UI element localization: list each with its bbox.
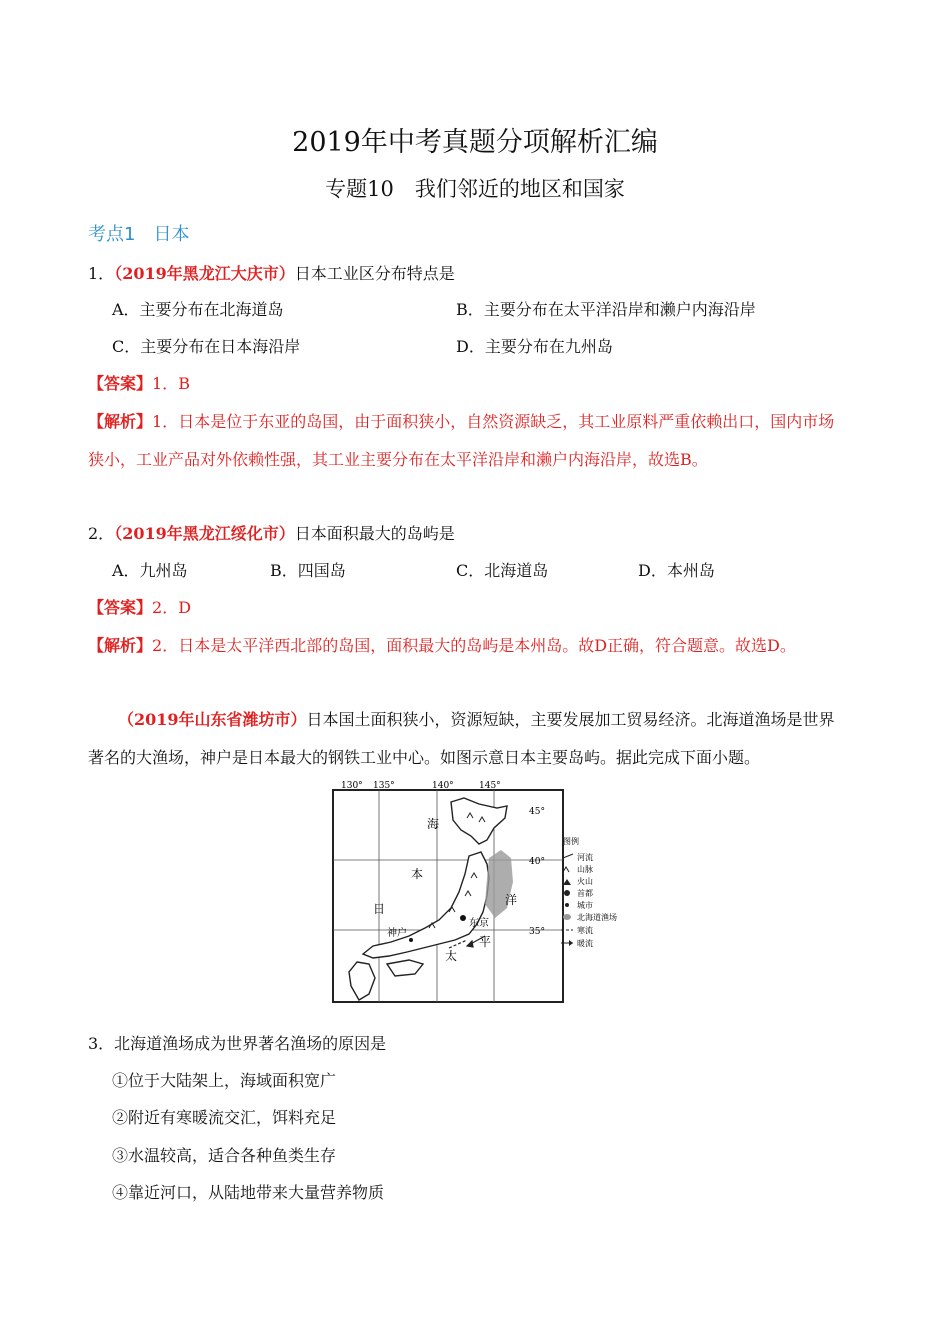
lat-label: 35° [529,927,545,937]
legend-item: 暖流 [577,939,593,948]
q1-option-b: B．主要分布在太平洋沿岸和濑户内海沿岸 [456,300,756,319]
page-subtitle: 专题10 我们邻近的地区和国家 [325,177,625,201]
legend-item: 城市 [577,901,593,910]
legend-item: 火山 [577,877,593,886]
city-label: 东京 [469,918,489,929]
question-2-stem [88,521,455,544]
question-3-stem: 3．北海道渔场成为世界著名渔场的原因是 [88,1034,387,1053]
legend-item: 寒流 [577,926,593,935]
q2-option-a: A．九州岛 [112,561,188,580]
question-text: 日本工业区分布特点是 [294,264,455,283]
legend-item: 北海道渔场 [577,913,617,922]
answer-value: 1．B [152,374,190,393]
kobe-city-icon [409,938,413,942]
page-title: 2019年中考真题分项解析汇编 [292,127,658,158]
lon-label: 140° [432,781,454,791]
answer-tag: 【答案】 [88,598,153,617]
q1-option-c: C．主要分布在日本海沿岸 [112,337,301,356]
q2-answer [88,595,191,618]
q3-statement-2: ②附近有寒暖流交汇，饵料充足 [112,1108,337,1127]
question-1-stem [88,261,455,284]
q2-analysis [88,633,796,656]
lon-label: 145° [479,781,501,791]
legend-item: 河流 [577,853,593,862]
answer-tag: 【答案】 [88,374,153,393]
legend-item: 首都 [577,889,593,898]
q1-answer [88,371,190,394]
legend-item: 山脉 [577,865,593,874]
answer-value: 2．D [152,598,192,617]
q1-option-d: D．主要分布在九州岛 [456,337,613,356]
sea-label: 本 [411,867,424,881]
sea-label: 太 [445,949,458,963]
q2-option-c: C．北海道岛 [456,561,549,580]
sea-label: 洋 [505,893,518,907]
city-label: 神户 [387,928,407,939]
map-legend [561,836,617,948]
passage-line-2: 著名的大渔场，神户是日本最大的钢铁工业中心。如图示意日本主要岛屿。据此完成下面小题。 [88,748,761,767]
question-number: 2． [88,524,115,543]
q1-analysis [88,409,834,432]
tokyo-capital-icon [460,915,466,921]
q3-statement-3: ③水温较高，适合各种鱼类生存 [112,1146,337,1165]
sea-label: 日 [373,902,386,916]
q3-statement-4: ④靠近河口，从陆地带来大量营养物质 [112,1183,385,1202]
q3-statement-1: ①位于大陆架上，海域面积宽广 [112,1071,337,1090]
q2-option-b: B．四国岛 [270,561,346,580]
passage-line-1 [118,707,835,730]
lon-label: 135° [373,781,395,791]
legend-title: 图例 [563,837,579,846]
analysis-text: 2．日本是太平洋西北部的岛国，面积最大的岛屿是本州岛。故D正确，符合题意。故选D。 [152,636,796,655]
q1-option-a: A．主要分布在北海道岛 [112,300,284,319]
passage-source: （2019年山东省潍坊市） [118,710,307,729]
analysis-text: 1．日本是位于东亚的岛国，由于面积狭小，自然资源缺乏，其工业原料严重依赖出口，国内市场 [152,412,835,431]
question-number: 1． [88,264,115,283]
question-text: 日本面积最大的岛屿是 [294,524,455,543]
q2-option-d: D．本州岛 [638,561,715,580]
sea-label: 海 [427,817,440,831]
lat-label: 40° [529,857,545,867]
question-source: （2019年黑龙江绥化市） [114,524,295,543]
topic-heading: 考点1 日本 [88,224,190,245]
lat-label: 45° [529,807,545,817]
analysis-tag: 【解析】 [88,412,153,431]
japan-map-figure [329,778,629,1006]
passage-text: 日本国土面积狭小，资源短缺，主要发展加工贸易经济。北海道渔场是世界 [306,710,835,729]
sea-label: 平 [479,935,492,949]
lon-label: 130° [341,781,363,791]
question-source: （2019年黑龙江大庆市） [114,264,295,283]
analysis-tag: 【解析】 [88,636,153,655]
q1-analysis-cont: 狭小，工业产品对外依赖性强，其工业主要分布在太平洋沿岸和濑户内海沿岸，故选B。 [88,450,708,469]
japan-map [329,778,629,1006]
